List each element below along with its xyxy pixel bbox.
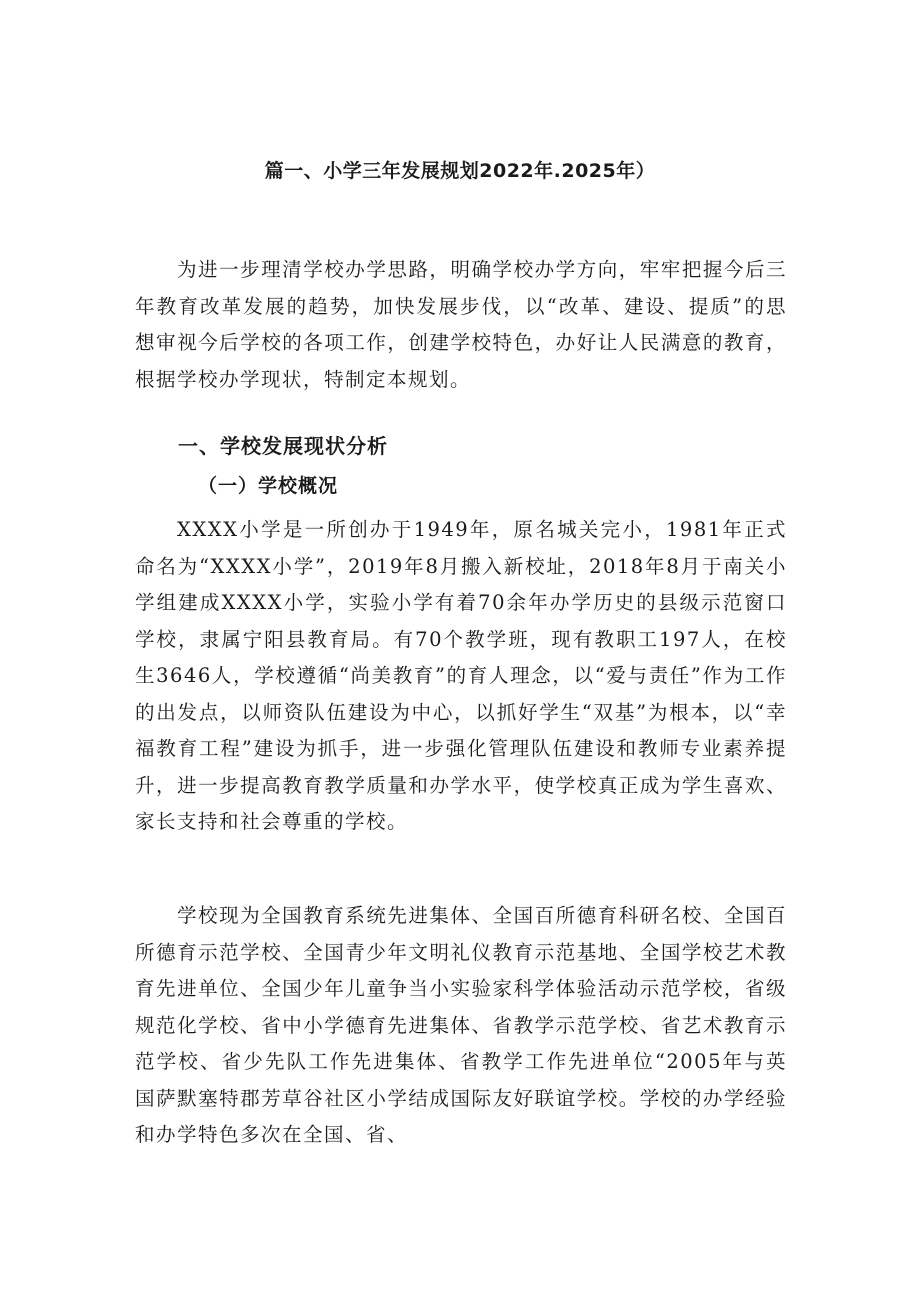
subsection-heading: （一）学校概况 [198, 475, 339, 497]
honors-paragraph: 学校现为全国教育系统先进集体、全国百所德育科研名校、全国百所德育示范学校、全国青少年文明礼仪教育示范基地、全国学校艺术教育先进单位、全国少年儿童争当小实验家科学体验活动示范学校，省级规范化学校、省中小学德育先进集体、省教学示范学校、省艺术教育示范学校、省少先队工作先进集体、省教学工作先进单位“2005年与英国萨默塞特郡芳草谷社区小学结成国际友好联谊学校。学校的办学经验和办学特色多次在全国、省、 [135, 904, 787, 1146]
overview-paragraph: XXXX小学是一所创办于1949年，原名城关完小，1981年正式命名为“XXXX小学”，2019年8月搬入新校址，2018年8月于南关小学组建成XXXX小学，实验小学有着70余年办学历史的县级示范窗口学校，隶属宁阳县教育局。有70个教学班，现有教职工197人，在校生3646人，学校遵循“尚美教育”的育人理念，以“爱与责任”作为工作的出发点，以师资队伍建设为中心，以抓好学生“双基”为根本，以“幸福教育工程”建设为抓手，进一步强化管理队伍建设和教师专业素养提升，进一步提高教育教学质量和办学水平，使学校真正成为学生喜欢、家长支持和社会尊重的学校。 [135, 518, 787, 833]
intro-paragraph: 为进一步理清学校办学思路，明确学校办学方向，牢牢把握今后三年教育改革发展的趋势，加快发展步伐，以“改革、建设、提质”的思想审视今后学校的各项工作，创建学校特色，办好让人民满意的教育，根据学校办学现状，特制定本规划。 [135, 258, 787, 391]
document-title: 篇一、小学三年发展规划2022年.2025年） [264, 160, 656, 182]
section-heading: 一、学校发展现状分析 [178, 434, 388, 458]
